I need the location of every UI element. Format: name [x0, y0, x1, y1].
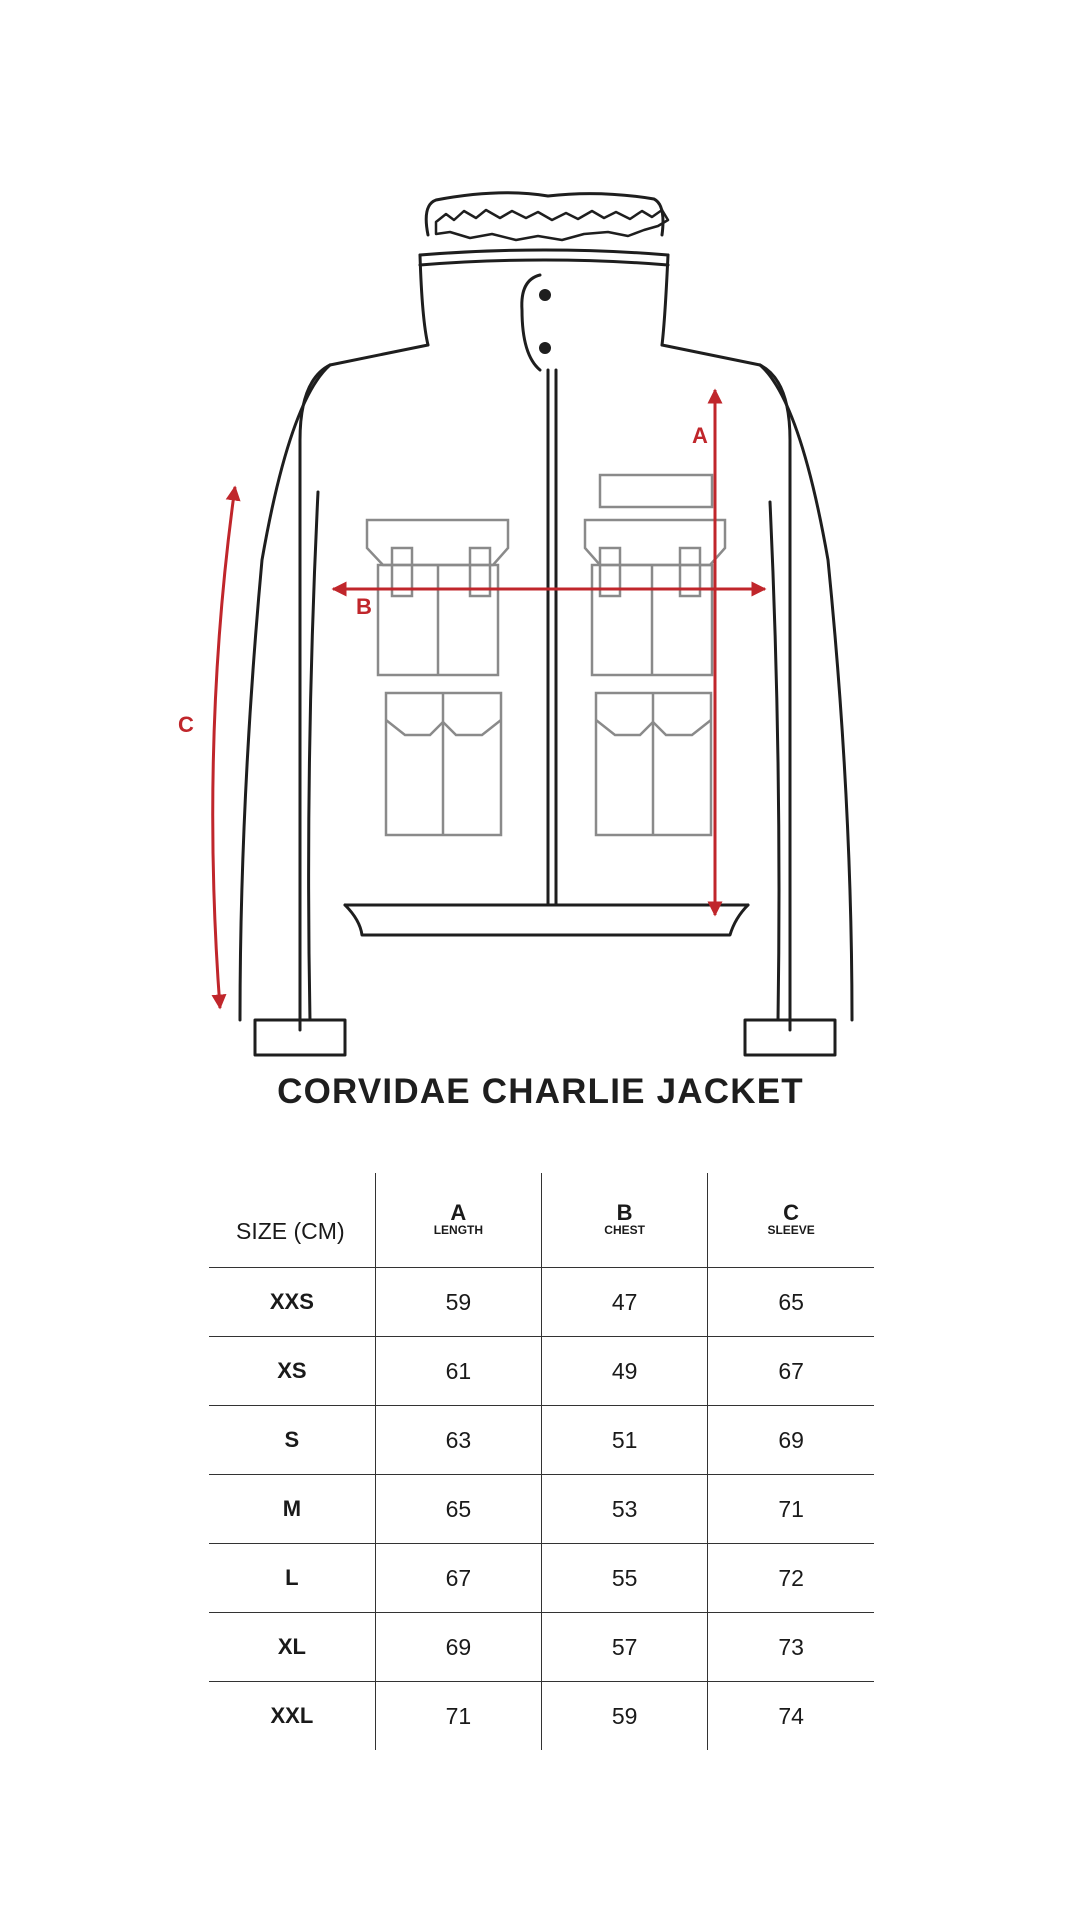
header-letter: C [783, 1199, 800, 1225]
table-row [209, 1268, 874, 1337]
chest-cell: 57 [542, 1613, 708, 1682]
size-cell: XS [209, 1337, 375, 1406]
length-cell: 61 [375, 1337, 541, 1406]
chest-cell: 55 [542, 1544, 708, 1613]
sleeve-cell: 72 [708, 1544, 874, 1613]
length-cell: 67 [375, 1544, 541, 1613]
chest-cell: 53 [542, 1475, 708, 1544]
size-cell: XXS [209, 1268, 375, 1337]
header-sub: LENGTH [433, 1222, 484, 1237]
size-cell: XL [209, 1613, 375, 1682]
table-row [209, 1613, 874, 1682]
size-cell: XXL [270, 1703, 314, 1728]
table-row [209, 1544, 874, 1613]
table-row [209, 1337, 874, 1406]
chest-cell: 47 [542, 1268, 708, 1337]
arrow-c-sleeve [213, 487, 235, 1008]
chest-cell: 49 [542, 1337, 708, 1406]
measurement-arrows [213, 390, 765, 1008]
length-cell: 63 [375, 1406, 541, 1475]
size-cell: M [209, 1475, 375, 1544]
header-sub: CHEST [604, 1222, 645, 1237]
header-sleeve [708, 1173, 874, 1268]
collar-snap-buttons [539, 289, 551, 354]
sleeve-cell: 73 [708, 1613, 874, 1682]
label-b: B [356, 594, 372, 619]
header-letter: A [450, 1199, 467, 1225]
label-a: A [692, 423, 708, 448]
length-cell: 71 [375, 1682, 541, 1751]
sleeve-cell: 74 [708, 1682, 874, 1751]
length-cell: 59 [375, 1268, 541, 1337]
jacket-outline [240, 193, 852, 1055]
sleeve-cell: 67 [708, 1337, 874, 1406]
jacket-pockets [367, 475, 725, 835]
chest-cell: 51 [542, 1406, 708, 1475]
header-size: SIZE (CM) [209, 1173, 375, 1268]
sleeve-cell: 69 [708, 1406, 874, 1475]
header-chest [542, 1173, 708, 1268]
label-c: C [178, 712, 194, 737]
sleeve-cell: 71 [708, 1475, 874, 1544]
size-cell: S [209, 1406, 375, 1475]
sleeve-cell: 65 [708, 1268, 874, 1337]
product-title: CORVIDAE CHARLIE JACKET [277, 1072, 804, 1111]
table-row [209, 1682, 874, 1751]
chest-cell: 59 [542, 1682, 708, 1751]
length-cell: 69 [375, 1613, 541, 1682]
table-row [209, 1406, 874, 1475]
size-cell: L [209, 1544, 375, 1613]
header-sub: SLEEVE [767, 1222, 815, 1237]
size-chart-table [209, 1173, 874, 1750]
table-header-row [209, 1173, 874, 1268]
length-cell: 65 [375, 1475, 541, 1544]
header-length [375, 1173, 541, 1268]
table-row [209, 1475, 874, 1544]
header-letter: B [616, 1199, 633, 1225]
